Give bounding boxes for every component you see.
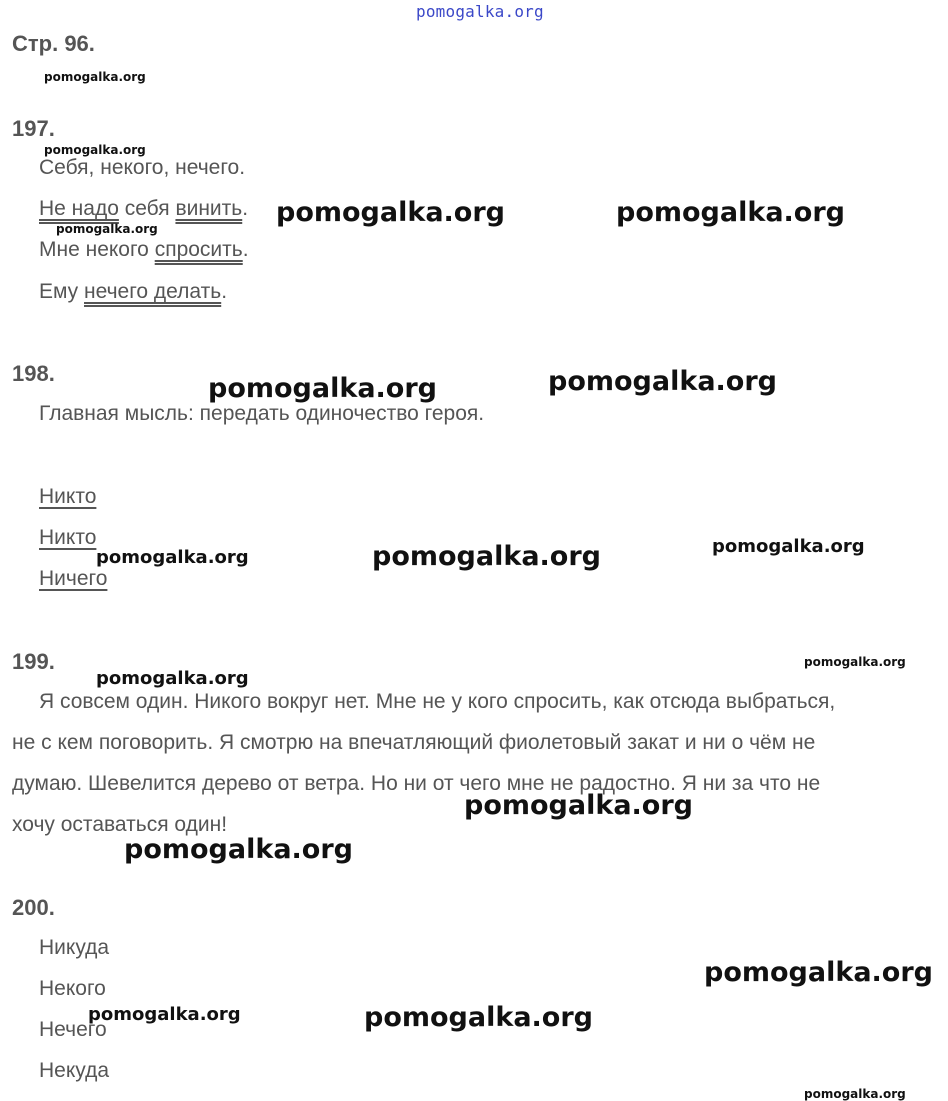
- ex200-word-2: Некого: [39, 977, 106, 1000]
- watermark: pomogalka.org: [364, 1002, 593, 1033]
- watermark: pomogalka.org: [804, 655, 906, 669]
- watermark: pomogalka.org: [616, 197, 845, 228]
- ex200-word-1: Никуда: [39, 936, 110, 959]
- watermark: pomogalka.org: [276, 197, 505, 228]
- watermark: pomogalka.org: [372, 541, 601, 572]
- ex198-word-1: Никто: [39, 485, 97, 508]
- ex199-line-3: думаю. Шевелится дерево от ветра. Но ни от чего мне не радостно. Я ни за что не: [12, 772, 821, 795]
- plain-text: .: [242, 238, 249, 261]
- exercise-198-number: 198.: [12, 361, 55, 386]
- exercise-197-number: 197.: [12, 116, 55, 141]
- plain-text: Мне некого: [39, 238, 155, 261]
- ex200-word-4: Некуда: [39, 1059, 110, 1082]
- exercise-199-number: 199.: [12, 649, 55, 674]
- ex199-line-1: Я совсем один. Никого вокруг нет. Мне не у кого спросить, как отсюда выбраться,: [39, 690, 836, 713]
- watermark: pomogalka.org: [88, 1004, 241, 1025]
- ex197-line-3: [39, 238, 249, 262]
- watermark: pomogalka.org: [548, 366, 777, 397]
- ex200-word-3: Нечего: [39, 1018, 107, 1041]
- ex197-line-1: Себя, некого, нечего.: [39, 156, 246, 179]
- watermark: pomogalka.org: [208, 373, 437, 404]
- plain-text: .: [242, 197, 249, 220]
- watermark: pomogalka.org: [56, 222, 158, 236]
- watermark: pomogalka.org: [44, 143, 146, 157]
- ex199-line-2: не с кем поговорить. Я смотрю на впечатляющий фиолетовый закат и ни о чём не: [12, 731, 816, 754]
- watermark: pomogalka.org: [44, 70, 146, 84]
- watermark: pomogalka.org: [96, 668, 249, 689]
- watermark: pomogalka.org: [704, 957, 933, 988]
- watermark: pomogalka.org: [712, 536, 865, 557]
- exercise-200-number: 200.: [12, 895, 55, 920]
- watermark: pomogalka.org: [804, 1087, 906, 1101]
- watermark: pomogalka.org: [124, 834, 353, 865]
- ex197-line-4: [39, 280, 227, 304]
- underlined-phrase: нечего делать: [84, 280, 222, 303]
- ex197-line-2: [39, 197, 248, 221]
- watermark: pomogalka.org: [464, 790, 693, 821]
- underlined-phrase: Не надо: [39, 197, 119, 220]
- ex199-line-4: хочу оставаться один!: [12, 813, 228, 836]
- plain-text: Ему: [39, 280, 85, 303]
- source-watermark: pomogalka.org: [416, 2, 544, 21]
- plain-text: .: [221, 280, 228, 303]
- page-label: Стр. 96.: [12, 31, 95, 56]
- ex198-word-3: Ничего: [39, 567, 108, 590]
- watermark: pomogalka.org: [96, 547, 249, 568]
- ex198-word-2: Никто: [39, 526, 97, 549]
- ex198-main-thought: Главная мысль: передать одиночество героя.: [39, 402, 485, 425]
- underlined-phrase: спросить: [154, 238, 243, 261]
- underlined-phrase: винить: [175, 197, 243, 220]
- plain-text: себя: [118, 197, 176, 220]
